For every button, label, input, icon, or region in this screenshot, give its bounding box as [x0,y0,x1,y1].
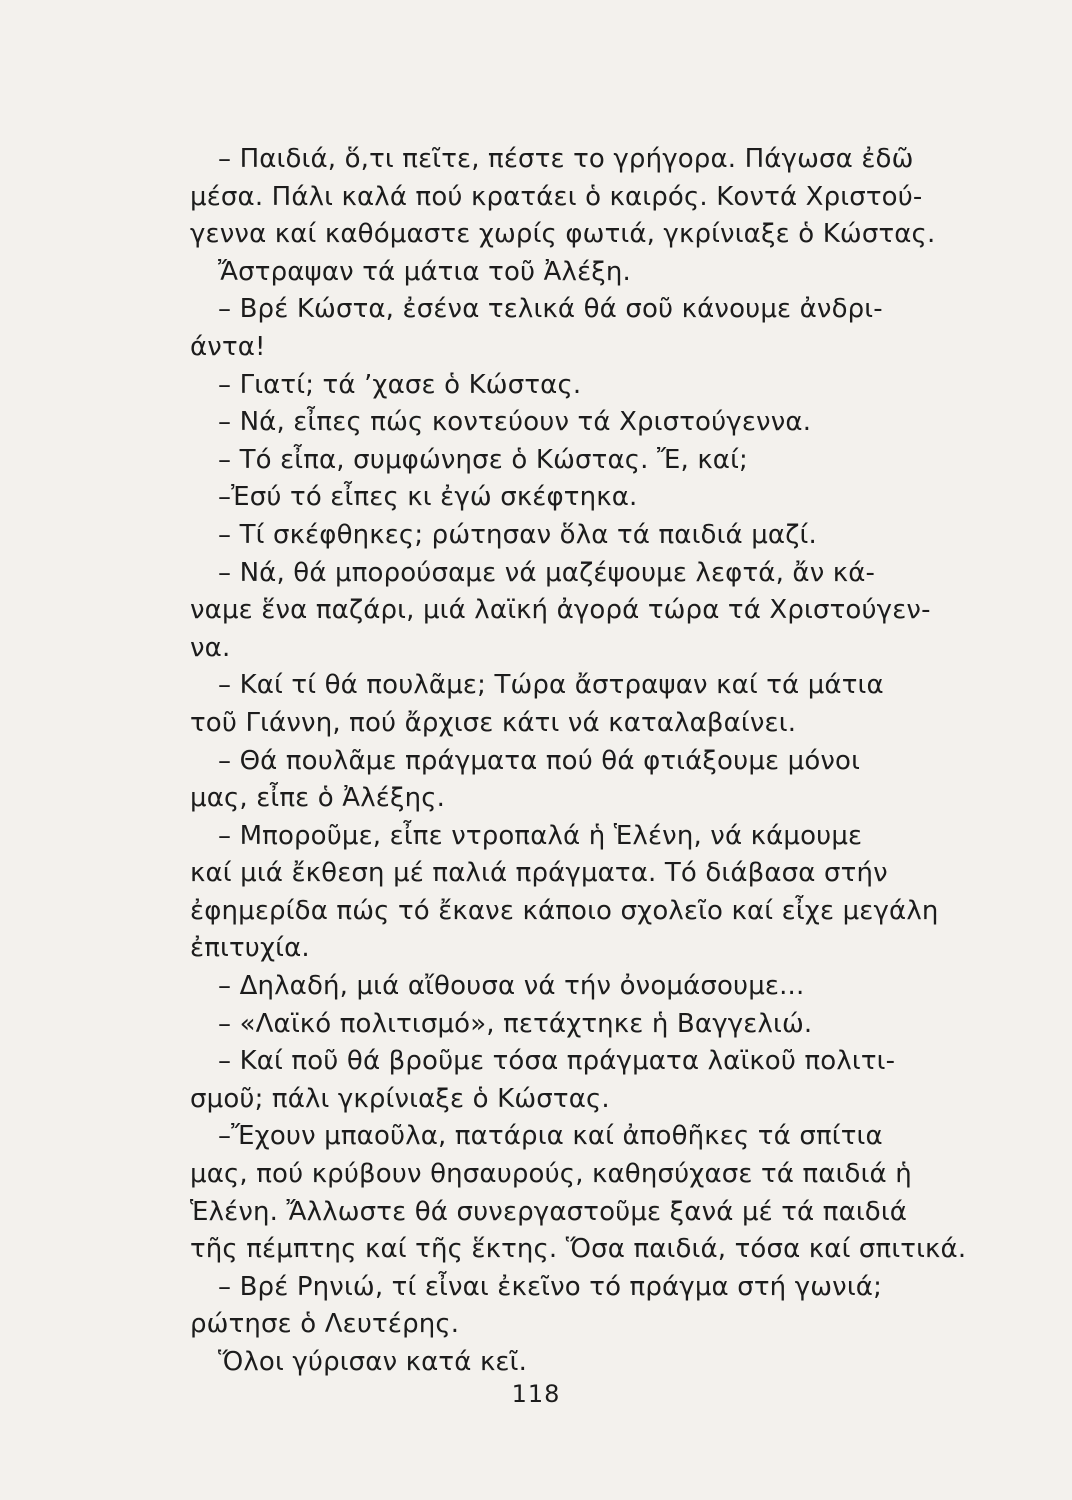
text-line: –Ἐσύ τό εἶπες κι ἐγώ σκέφτηκα. [218,482,638,513]
text-line: ναμε ἕνα παζάρι, μιά λαϊκή ἀγορά τώρα τά Χριστούγεν- [190,595,931,626]
text-line: ρώτησε ὁ Λευτέρης. [190,1309,460,1340]
text-line: ἐπιτυχία. [190,933,310,964]
text-line: – Καί τί θά πουλᾶμε; Τώρα ἄστραψαν καί τά μάτια [218,670,884,701]
text-line: – Δηλαδή, μιά αἴθουσα νά τήν ὀνομάσουμε... [218,971,805,1002]
text-line: μέσα. Πάλι καλά πού κρατάει ὁ καιρός. Κοντά Χριστού- [190,181,923,212]
page-number: 118 [511,1380,561,1408]
text-line: μας, πού κρύβουν θησαυρούς, καθησύχασε τά παιδιά ἡ [190,1159,912,1190]
text-line: τῆς πέμπτης καί τῆς ἕκτης. Ὅσα παιδιά, τόσα καί σπιτικά. [190,1234,967,1265]
text-line: τοῦ Γιάννη, πού ἄρχισε κάτι νά καταλαβαίνει. [190,707,797,738]
text-line: – Μποροῦμε, εἶπε ντροπαλά ἡ Ἑλένη, νά κάμουμε [218,820,863,851]
text-line: ἐφημερίδα πώς τό ἔκανε κάποιο σχολεῖο καί εἶχε μεγάλη [190,895,939,926]
text-line: – Καί ποῦ θά βροῦμε τόσα πράγματα λαϊκοῦ πολιτι- [218,1046,896,1077]
text-line: – «Λαϊκό πολιτισμό», πετάχτηκε ἡ Βαγγελιώ. [218,1008,813,1039]
text-line: άντα! [190,331,266,362]
text-line: καί μιά ἔκθεση μέ παλιά πράγματα. Τό διάβασα στήν [190,858,888,889]
text-line: – Βρέ Ρηνιώ, τί εἶναι ἐκεῖνο τό πράγμα στή γωνιά; [218,1271,882,1302]
text-line: – Τό εἶπα, συμφώνησε ὁ Κώστας. Ἔ, καί; [218,444,748,475]
text-line: – Θά πουλᾶμε πράγματα πού θά φτιάξουμε μόνοι [218,745,861,776]
text-line: – Γιατί; τά ’χασε ὁ Κώστας. [218,369,582,400]
text-line: – Νά, θά μπορούσαμε νά μαζέψουμε λεφτά, ἄν κά- [218,557,876,588]
text-line: – Τί σκέφθηκες; ρώτησαν ὅλα τά παιδιά μαζί. [218,519,817,550]
text-line: – Νά, εἶπες πώς κοντεύουν τά Χριστούγεννα. [218,407,812,438]
text-line: σμοῦ; πάλι γκρίνιαξε ὁ Κώστας. [190,1083,610,1114]
text-line: – Παιδιά, ὅ,τι πεῖτε, πέστε το γρήγορα. Πάγωσα ἐδῶ [218,144,914,174]
text-line: μας, εἶπε ὁ Ἀλέξης. [190,783,446,814]
text-line: Ἑλένη. Ἄλλωστε θά συνεργαστοῦμε ξανά μέ τά παιδιά [190,1196,908,1227]
body-text [190,141,968,1382]
text-line: –Ἔχουν μπαοῦλα, πατάρια καί ἀποθῆκες τά σπίτια [218,1121,883,1152]
text-line: να. [190,632,231,663]
text-line: Ὅλοι γύρισαν κατά κεῖ. [218,1347,527,1377]
text-line: – Βρέ Κώστα, ἐσένα τελικά θά σοῦ κάνουμε ἀνδρι- [218,294,883,325]
text-line: Ἄστραψαν τά μάτια τοῦ Ἀλέξη. [218,256,631,287]
text-line: γεννα καί καθόμαστε χωρίς φωτιά, γκρίνιαξε ὁ Κώστας. [190,219,936,250]
